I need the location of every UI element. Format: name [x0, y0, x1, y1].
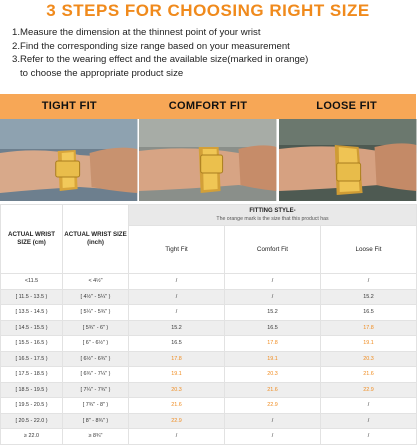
header-tight-fit: Tight Fit: [129, 226, 225, 274]
wrist-cm-cell: [ 16.5 - 17.5 ): [1, 351, 63, 367]
loose-fit-cell: 22.9: [321, 382, 417, 398]
step-1: 1.Measure the dimension at the thinnest point of your wrist: [12, 27, 261, 38]
loose-fit-cell: /: [321, 274, 417, 290]
wrist-inch-cell: [ 5¼" - 5¾" ): [63, 305, 129, 321]
comfort-fit-cell: /: [225, 413, 321, 429]
loose-fit-cell: 21.6: [321, 367, 417, 383]
loose-fit-cell: 20.3: [321, 351, 417, 367]
wrist-cm-cell: [ 13.5 - 14.5 ): [1, 305, 63, 321]
wrist-cm-cell: <11.5: [1, 274, 63, 290]
comfort-fit-cell: 22.9: [225, 398, 321, 414]
tight-fit-cell: /: [129, 274, 225, 290]
loose-fit-label: LOOSE FIT: [316, 100, 378, 112]
tight-fit-cell: 21.6: [129, 398, 225, 414]
comfort-fit-cell: /: [225, 429, 321, 445]
comfort-fit-cell: 15.2: [225, 305, 321, 321]
wrist-inch-cell: [ 6¾" - 7¼" ): [63, 367, 129, 383]
fitting-style-note: The orange mark is the size that this product has: [216, 216, 329, 222]
loose-fit-cell: /: [321, 413, 417, 429]
tight-fit-cell: 16.5: [129, 336, 225, 352]
comfort-fit-cell: /: [225, 289, 321, 305]
tight-fit-cell: 19.1: [129, 367, 225, 383]
header-loose-fit: Loose Fit: [321, 226, 417, 274]
table-row: [1, 351, 417, 367]
header-wrist-cm: ACTUAL WRIST SIZE (cm): [1, 205, 63, 274]
wrist-inch-cell: [ 7¾" - 8" ): [63, 398, 129, 414]
table-row: [1, 320, 417, 336]
loose-fit-cell: 17.8: [321, 320, 417, 336]
table-row: [1, 413, 417, 429]
wrist-inch-cell: [ 4½" - 5¼" ): [63, 289, 129, 305]
tight-fit-cell: 15.2: [129, 320, 225, 336]
wrist-cm-cell: [ 11.5 - 13.5 ): [1, 289, 63, 305]
loose-fit-photo: [279, 119, 416, 201]
wrist-cm-cell: [ 17.5 - 18.5 ): [1, 367, 63, 383]
wrist-inch-cell: [ 6" - 6½" ): [63, 336, 129, 352]
steps-list: [12, 26, 412, 80]
table-row: [1, 305, 417, 321]
wrist-inch-cell: [ 5¾" - 6" ): [63, 320, 129, 336]
wrist-cm-cell: [ 18.5 - 19.5 ): [1, 382, 63, 398]
wrist-cm-cell: ≥ 22.0: [1, 429, 63, 445]
size-rows: [1, 274, 417, 445]
comfort-fit-photo: [139, 119, 276, 201]
size-table: [0, 204, 416, 440]
comfort-fit-cell: 20.3: [225, 367, 321, 383]
tight-fit-cell: /: [129, 429, 225, 445]
fit-type-band: [0, 94, 416, 119]
wrist-cm-cell: [ 19.5 - 20.5 ): [1, 398, 63, 414]
table-row: [1, 289, 417, 305]
table-row: [1, 398, 417, 414]
wrist-inch-cell: ≥ 8¾": [63, 429, 129, 445]
comfort-fit-cell: 17.8: [225, 336, 321, 352]
step-3-continued: to choose the appropriate product size: [20, 67, 184, 79]
table-row: [1, 336, 417, 352]
tight-fit-cell: 17.8: [129, 351, 225, 367]
comfort-fit-cell: 19.1: [225, 351, 321, 367]
wrist-inch-cell: [ 6½" - 6¾" ): [63, 351, 129, 367]
tight-fit-cell: 20.3: [129, 382, 225, 398]
fit-photos: [0, 119, 416, 201]
wrist-cm-cell: [ 15.5 - 16.5 ): [1, 336, 63, 352]
fitting-style-title: FITTING STYLE-: [249, 208, 296, 214]
tight-fit-label: TIGHT FIT: [41, 100, 97, 112]
header-wrist-inch: ACTUAL WRIST SIZE (inch): [63, 205, 129, 274]
tight-fit-cell: /: [129, 305, 225, 321]
tight-fit-photo: [0, 119, 137, 201]
wrist-inch-cell: [ 7¼" - 7¾" ): [63, 382, 129, 398]
comfort-fit-cell: 21.6: [225, 382, 321, 398]
table-row: [1, 382, 417, 398]
step-2: 2.Find the corresponding size range based on your measurement: [12, 40, 290, 52]
wrist-inch-cell: [ 8" - 8¾" ): [63, 413, 129, 429]
loose-fit-cell: /: [321, 398, 417, 414]
loose-fit-cell: /: [321, 429, 417, 445]
comfort-fit-cell: 16.5: [225, 320, 321, 336]
table-row: [1, 367, 417, 383]
loose-fit-cell: 19.1: [321, 336, 417, 352]
step-3: 3.Refer to the wearing effect and the available size(marked in orange): [12, 54, 309, 65]
page-title: 3 STEPS FOR CHOOSING RIGHT SIZE: [46, 1, 370, 20]
comfort-fit-label: COMFORT FIT: [168, 100, 248, 112]
loose-fit-cell: 16.5: [321, 305, 417, 321]
header-comfort-fit: Comfort Fit: [225, 226, 321, 274]
table-row: [1, 274, 417, 290]
tight-fit-cell: 22.9: [129, 413, 225, 429]
loose-fit-cell: 15.2: [321, 289, 417, 305]
wrist-inch-cell: < 4½": [63, 274, 129, 290]
table-row: [1, 429, 417, 445]
wrist-cm-cell: [ 20.5 - 22.0 ): [1, 413, 63, 429]
header-fitting-style: [129, 205, 417, 226]
comfort-fit-cell: /: [225, 274, 321, 290]
wrist-cm-cell: [ 14.5 - 15.5 ): [1, 320, 63, 336]
tight-fit-cell: /: [129, 289, 225, 305]
